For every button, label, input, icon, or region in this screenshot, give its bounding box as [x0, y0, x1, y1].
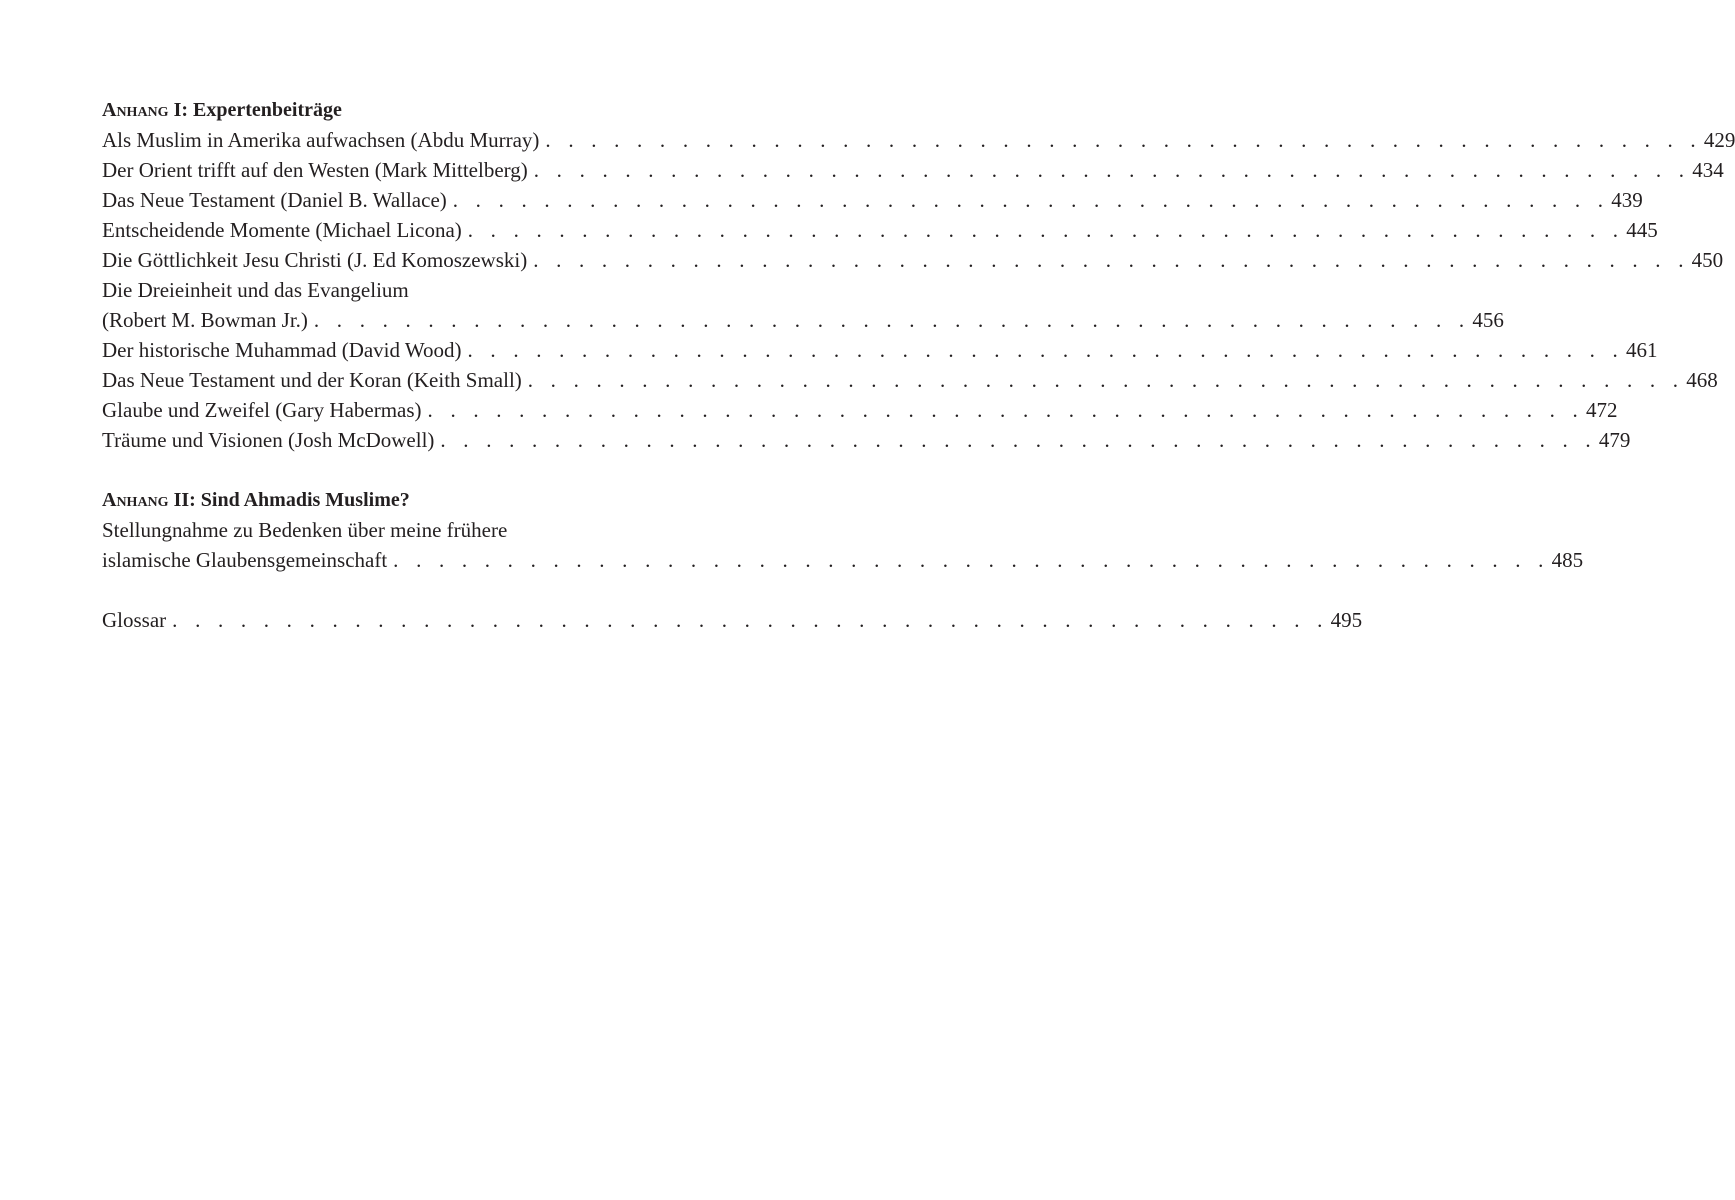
dot-leader: . . . . . . . . . . . . . . . . . . . . . . . . . . . . . . . . . . . . . . . . . . . . . . . . . . . — [545, 128, 1702, 152]
toc-entry-row — [102, 305, 1504, 335]
toc-entry-row — [102, 605, 1363, 635]
toc-entry-title: Die Dreieinheit und das Evangelium — [102, 278, 409, 302]
toc-entry-row — [102, 395, 1618, 425]
toc-entry-row — [102, 125, 1735, 155]
toc-entry-title: Der Orient trifft auf den Westen (Mark Mittelberg) — [102, 158, 528, 182]
page-number: 461 — [1625, 338, 1658, 362]
page-number: 472 — [1586, 398, 1618, 422]
page-number: 450 — [1691, 248, 1724, 272]
toc-entry[interactable] — [102, 155, 1724, 185]
toc-entry-title: Stellungnahme zu Bedenken über meine frühere — [102, 518, 508, 542]
toc-entry-row — [102, 425, 1631, 455]
page-number: 456 — [1472, 308, 1504, 332]
toc-entry[interactable] — [102, 275, 1504, 335]
toc-section — [102, 95, 1735, 455]
toc-entry[interactable] — [102, 425, 1631, 455]
dot-leader: . . . . . . . . . . . . . . . . . . . . . . . . . . . . . . . . . . . . . . . . . . . . . . . . . . . — [393, 548, 1550, 572]
toc-entry-row — [102, 215, 1658, 245]
page-number: 434 — [1692, 158, 1724, 182]
dot-leader: . . . . . . . . . . . . . . . . . . . . . . . . . . . . . . . . . . . . . . . . . . . . . . . . . . . — [467, 218, 1625, 242]
toc-entry-title: Das Neue Testament und der Koran (Keith Small) — [102, 368, 522, 392]
dot-leader: . . . . . . . . . . . . . . . . . . . . . . . . . . . . . . . . . . . . . . . . . . . . . . . . . . . — [452, 188, 1610, 212]
table-of-contents — [102, 95, 1735, 635]
toc-entry-title: Glaube und Zweifel (Gary Habermas) — [102, 398, 422, 422]
toc-entry[interactable] — [102, 125, 1735, 155]
toc-entry[interactable] — [102, 215, 1658, 245]
toc-entry-title: Träume und Visionen (Josh McDowell) — [102, 428, 435, 452]
section-heading-prefix: Anhang — [102, 489, 169, 511]
dot-leader: . . . . . . . . . . . . . . . . . . . . . . . . . . . . . . . . . . . . . . . . . . . . . . . . . . . — [172, 608, 1329, 632]
toc-section — [102, 605, 1363, 635]
toc-entry[interactable] — [102, 185, 1643, 215]
toc-entry-row — [102, 545, 1584, 575]
toc-entry-row — [102, 335, 1658, 365]
section-heading-title: I: Expertenbeiträge — [168, 99, 342, 121]
section-heading-prefix: Anhang — [102, 99, 169, 121]
toc-entry[interactable] — [102, 515, 1584, 575]
toc-entry-row — [102, 245, 1724, 275]
toc-entry-title: Glossar — [102, 608, 167, 632]
page-number: 429 — [1703, 128, 1735, 152]
toc-entry-title: islamische Glaubensgemeinschaft — [102, 548, 388, 572]
toc-entry-title: Als Muslim in Amerika aufwachsen (Abdu Murray) — [102, 128, 540, 152]
toc-entry-title: (Robert M. Bowman Jr.) — [102, 308, 308, 332]
toc-entry-row — [102, 365, 1718, 395]
toc-section — [102, 485, 1584, 575]
toc-entry-title: Der historische Muhammad (David Wood) — [102, 338, 462, 362]
page-number: 468 — [1686, 368, 1718, 392]
dot-leader: . . . . . . . . . . . . . . . . . . . . . . . . . . . . . . . . . . . . . . . . . . . . . . . . . . . — [313, 308, 1471, 332]
toc-entry[interactable] — [102, 335, 1658, 365]
dot-leader: . . . . . . . . . . . . . . . . . . . . . . . . . . . . . . . . . . . . . . . . . . . . . . . . . . . — [467, 338, 1624, 362]
toc-entry[interactable] — [102, 395, 1618, 425]
dot-leader: . . . . . . . . . . . . . . . . . . . . . . . . . . . . . . . . . . . . . . . . . . . . . . . . . . . — [427, 398, 1584, 422]
section-heading-title: II: Sind Ahmadis Muslime? — [168, 489, 410, 511]
page-number: 479 — [1598, 428, 1631, 452]
dot-leader: . . . . . . . . . . . . . . . . . . . . . . . . . . . . . . . . . . . . . . . . . . . . . . . . . . . — [533, 158, 1691, 182]
dot-leader: . . . . . . . . . . . . . . . . . . . . . . . . . . . . . . . . . . . . . . . . . . . . . . . . . . . — [527, 368, 1685, 392]
page-number: 445 — [1626, 218, 1658, 242]
toc-entry[interactable] — [102, 605, 1363, 635]
toc-entry[interactable] — [102, 365, 1718, 395]
toc-entry[interactable] — [102, 245, 1724, 275]
page-number: 485 — [1551, 548, 1584, 572]
page-number: 495 — [1330, 608, 1363, 632]
section-heading — [102, 95, 711, 125]
toc-entry-title: Die Göttlichkeit Jesu Christi (J. Ed Komoszewski) — [102, 248, 528, 272]
toc-entry-title: Entscheidende Momente (Michael Licona) — [102, 218, 462, 242]
page-number: 439 — [1611, 188, 1643, 212]
toc-entry-title: Das Neue Testament (Daniel B. Wallace) — [102, 188, 447, 212]
dot-leader: . . . . . . . . . . . . . . . . . . . . . . . . . . . . . . . . . . . . . . . . . . . . . . . . . . . — [533, 248, 1690, 272]
section-heading — [102, 485, 711, 515]
toc-entry-row — [102, 185, 1643, 215]
toc-entry-row — [102, 155, 1724, 185]
dot-leader: . . . . . . . . . . . . . . . . . . . . . . . . . . . . . . . . . . . . . . . . . . . . . . . . . . . — [440, 428, 1597, 452]
